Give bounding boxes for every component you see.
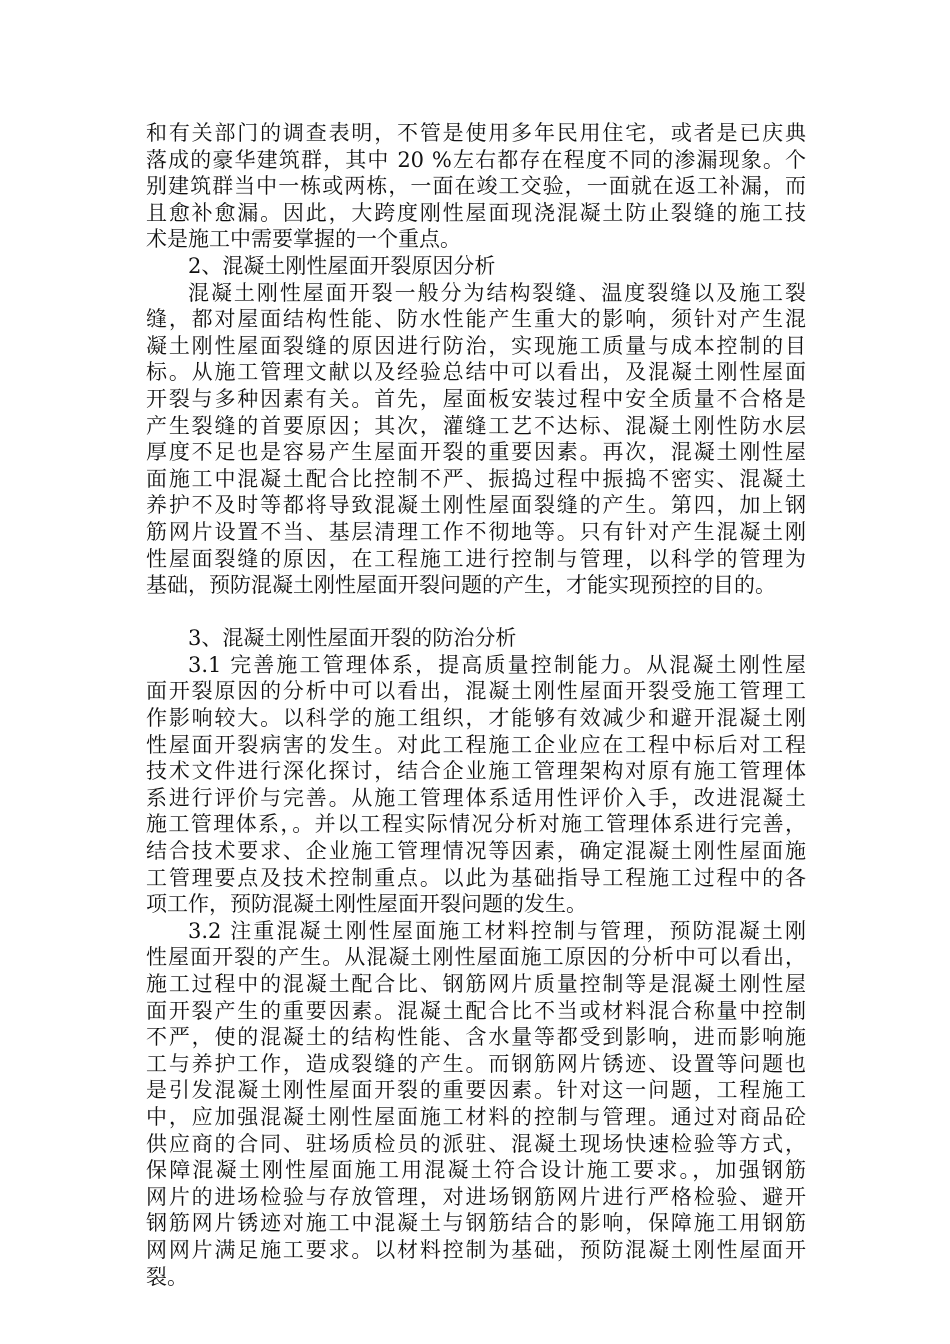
paragraph-intro bbox=[146, 120, 806, 253]
section-heading-3: 3、混凝土刚性屋面开裂的防治分析 bbox=[188, 626, 517, 651]
text-line: 性屋面开裂的产生。从混凝土刚性屋面施工原因的分析中可以看出， bbox=[146, 945, 806, 970]
text-line: 钢筋网片锈迹对施工中混凝土与钢筋结合的影响，保障施工用钢筋 bbox=[146, 1211, 806, 1236]
text-line: 项工作，预防混凝土刚性屋面开裂问题的发生。 bbox=[146, 892, 587, 917]
text-line: 中，应加强混凝土刚性屋面施工材料的控制与管理。通过对商品砼 bbox=[146, 1104, 806, 1129]
text-line: 别建筑群当中一栋或两栋，一面在竣工交验，一面就在返工补漏，而 bbox=[146, 174, 806, 199]
text-line: 且愈补愈漏。因此，大跨度刚性屋面现浇混凝土防止裂缝的施工技 bbox=[146, 200, 806, 225]
text-line: 施工过程中的混凝土配合比、钢筋网片质量控制等是混凝土刚性屋 bbox=[146, 972, 806, 996]
text-line: 凝土刚性屋面裂缝的原因进行防治，实现施工质量与成本控制的目 bbox=[146, 333, 806, 358]
text-line: 工管理要点及技术控制重点。以此为基础指导工程施工过程中的各 bbox=[146, 865, 806, 890]
text-line: 保障混凝土刚性屋面施工用混凝土符合设计施工要求。，加强钢筋 bbox=[146, 1158, 806, 1183]
text-line: 技术文件进行深化探讨，结合企业施工管理架构对原有施工管理体 bbox=[146, 759, 806, 784]
text-line: 裂。 bbox=[146, 1264, 188, 1289]
text-line: 开裂与多种因素有关。首先，屋面板安装过程中安全质量不合格是 bbox=[146, 386, 806, 411]
text-line: 混凝土刚性屋面开裂一般分为结构裂缝、温度裂缝以及施工裂 bbox=[188, 280, 806, 305]
document-page bbox=[146, 120, 806, 1290]
text-line: 基础，预防混凝土刚性屋面开裂问题的产生，才能实现预控的目的。 bbox=[146, 573, 776, 598]
text-line: 结合技术要求、企业施工管理情况等因素，确定混凝土刚性屋面施 bbox=[146, 839, 806, 864]
text-line: 系进行评价与完善。从施工管理体系适用性评价入手，改进混凝土 bbox=[146, 785, 806, 810]
text-line: 厚度不足也是容易产生屋面开裂的重要因素。再次，混凝土刚性屋 bbox=[146, 440, 806, 465]
text-line: 养护不及时等都将导致混凝土刚性屋面裂缝的产生。第四，加上钢 bbox=[146, 493, 806, 518]
paragraph-section-2 bbox=[146, 280, 806, 599]
text-line: 和有关部门的调查表明，不管是使用多年民用住宅，或者是已庆典 bbox=[146, 121, 806, 145]
text-line: 筋网片设置不当、基层清理工作不彻地等。只有针对产生混凝土刚 bbox=[146, 519, 806, 544]
text-line: 是引发混凝土刚性屋面开裂的重要因素。针对这一问题，工程施工 bbox=[146, 1078, 806, 1103]
text-line: 面施工中混凝土配合比控制不严、振捣过程中振捣不密实、混凝土 bbox=[146, 466, 806, 491]
paragraph-section-3-2 bbox=[146, 918, 806, 1290]
text-line: 面开裂产生的重要因素。混凝土配合比不当或材料混合称量中控制 bbox=[146, 998, 806, 1023]
text-line: 施工管理体系，。并以工程实际情况分析对施工管理体系进行完善， bbox=[146, 812, 806, 837]
text-line: 面开裂原因的分析中可以看出，混凝土刚性屋面开裂受施工管理工 bbox=[146, 679, 806, 704]
section-heading-2: 2、混凝土刚性屋面开裂原因分析 bbox=[188, 253, 496, 278]
text-line: 网网片满足施工要求。以材料控制为基础，预防混凝土刚性屋面开 bbox=[146, 1237, 806, 1262]
text-line: 网片的进场检验与存放管理，对进场钢筋网片进行严格检验、避开 bbox=[146, 1184, 806, 1209]
text-line: 供应商的合同、驻场质检员的派驻、混凝土现场快速检验等方式， bbox=[146, 1131, 806, 1156]
text-line: 性屋面裂缝的原因，在工程施工进行控制与管理，以科学的管理为 bbox=[146, 546, 806, 571]
text-line: 缝，都对屋面结构性能、防水性能产生重大的影响，须针对产生混 bbox=[146, 307, 806, 332]
blank-line bbox=[146, 599, 806, 626]
text-line: 性屋面开裂病害的发生。对此工程施工企业应在工程中标后对工程 bbox=[146, 732, 806, 757]
text-line: 3.1 完善施工管理体系，提高质量控制能力。从混凝土刚性屋 bbox=[188, 652, 806, 677]
text-line: 不严，使的混凝土的结构性能、含水量等都受到影响，进而影响施 bbox=[146, 1025, 806, 1050]
text-line: 工与养护工作，造成裂缝的产生。而钢筋网片锈迹、设置等问题也 bbox=[146, 1051, 806, 1076]
text-line: 落成的豪华建筑群，其中 20 %左右都存在程度不同的渗漏现象。个 bbox=[146, 147, 806, 172]
paragraph-section-3-1 bbox=[146, 652, 806, 918]
text-line: 作影响较大。以科学的施工组织，才能够有效减少和避开混凝土刚 bbox=[146, 706, 806, 731]
text-line: 标。从施工管理文献以及经验总结中可以看出，及混凝土刚性屋面 bbox=[146, 360, 806, 385]
text-line: 产生裂缝的首要原因；其次，灌缝工艺不达标、混凝土刚性防水层 bbox=[146, 413, 806, 438]
text-line: 术是施工中需要掌握的一个重点。 bbox=[146, 227, 461, 252]
text-line: 3.2 注重混凝土刚性屋面施工材料控制与管理，预防混凝土刚 bbox=[188, 918, 806, 943]
